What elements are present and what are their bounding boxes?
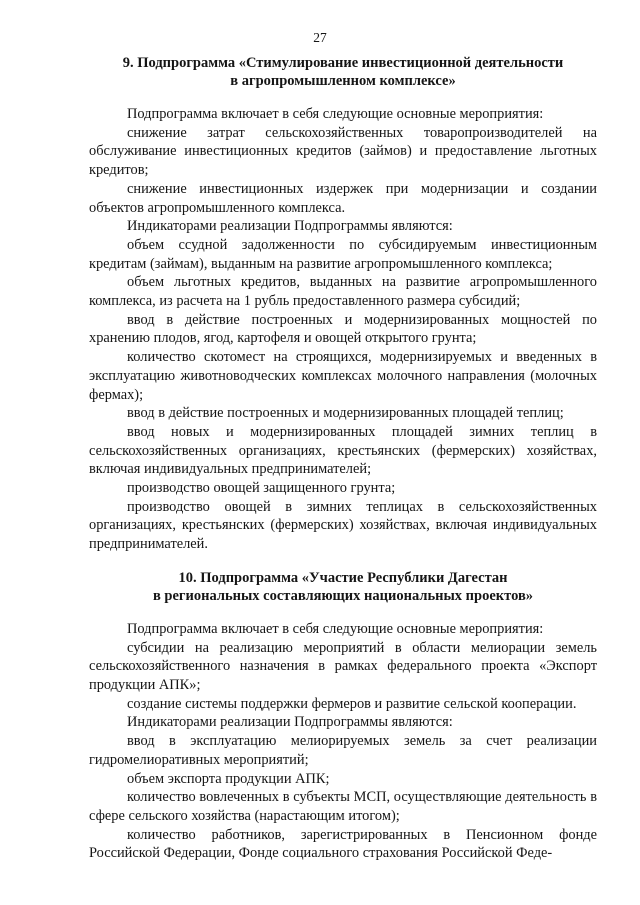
paragraph: объем экспорта продукции АПК; (127, 770, 330, 787)
paragraph: производство овощей в зимних теплицах в сельскохозяйственных организациях, крестьянских (фермерских) хозяйствах, включая индивидуальных предпринимателей. (89, 498, 597, 553)
paragraph: производство овощей защищенного грунта; (127, 480, 396, 497)
paragraph: ввод в действие построенных и модернизированных площадей теплиц; (127, 405, 564, 422)
paragraph: снижение затрат сельскохозяйственных товаропроизводителей на обслуживание инвестиционных кредитов (займов) и предоставление льготных кредитов; (89, 124, 597, 179)
paragraph: снижение инвестиционных издержек при модернизации и создании объектов агропромышленного комплекса. (89, 180, 597, 216)
section-title-line: 9. Подпрограмма «Стимулирование инвестиционной деятельности (122, 55, 564, 71)
paragraph: ввод в эксплуатацию мелиорируемых земель за счет реализации гидромелиоративных мероприятий; (89, 733, 597, 768)
page-number: 27 (313, 30, 327, 45)
paragraph: Подпрограмма включает в себя следующие основные мероприятия: (127, 106, 544, 122)
paragraph: создание системы поддержки фермеров и развитие сельской кооперации. (127, 695, 577, 712)
document-body (89, 54, 597, 863)
paragraph: Индикаторами реализации Подпрограммы являются: (127, 218, 453, 235)
section-title (89, 569, 597, 605)
paragraph: субсидии на реализацию мероприятий в области мелиорации земель сельскохозяйственного назначения в рамках федерального проекта «Экспорт продукции АПК»; (89, 639, 597, 693)
paragraph: объем льготных кредитов, выданных на развитие агропромышленного комплекса, из расчета на 1 рубль предоставленного размера субсидий; (89, 274, 597, 310)
paragraph: ввод новых и модернизированных площадей зимних теплиц в сельскохозяйственных организациях, крестьянских (фермерских) хозяйствах, включая индивидуальных предпринимателей; (89, 423, 597, 478)
paragraph: ввод в действие построенных и модернизированных мощностей по хранению плодов, ягод, картофеля и овощей открытого грунта; (89, 311, 597, 347)
paragraph: количество работников, зарегистрированных в Пенсионном фонде Российской Федерации, Фонде социального страхования Российской Феде- (89, 826, 597, 862)
paragraph: количество вовлеченных в субъекты МСП, осуществляющие деятельность в сфере сельского хозяйства (нарастающим итогом); (89, 789, 597, 824)
section-title-line: в региональных составляющих национальных проектов» (152, 587, 534, 604)
paragraph: Индикаторами реализации Подпрограммы являются: (127, 714, 453, 731)
paragraph: Подпрограмма включает в себя следующие основные мероприятия: (127, 620, 544, 637)
paragraph: объем ссудной задолженности по субсидируемым инвестиционным кредитам (займам), выданным на развитие агропромышленного комплекса; (89, 236, 597, 272)
section-title (89, 54, 597, 90)
section-title-line: 10. Подпрограмма «Участие Республики Дагестан (178, 569, 508, 586)
section-title-line: в агропромышленном комплексе» (230, 73, 456, 89)
paragraph: количество скотомест на строящихся, модернизируемых и введенных в эксплуатацию животноводческих комплексах молочного направления (молочных фермах); (89, 349, 597, 403)
section-body (89, 105, 597, 554)
section-body (89, 620, 597, 863)
